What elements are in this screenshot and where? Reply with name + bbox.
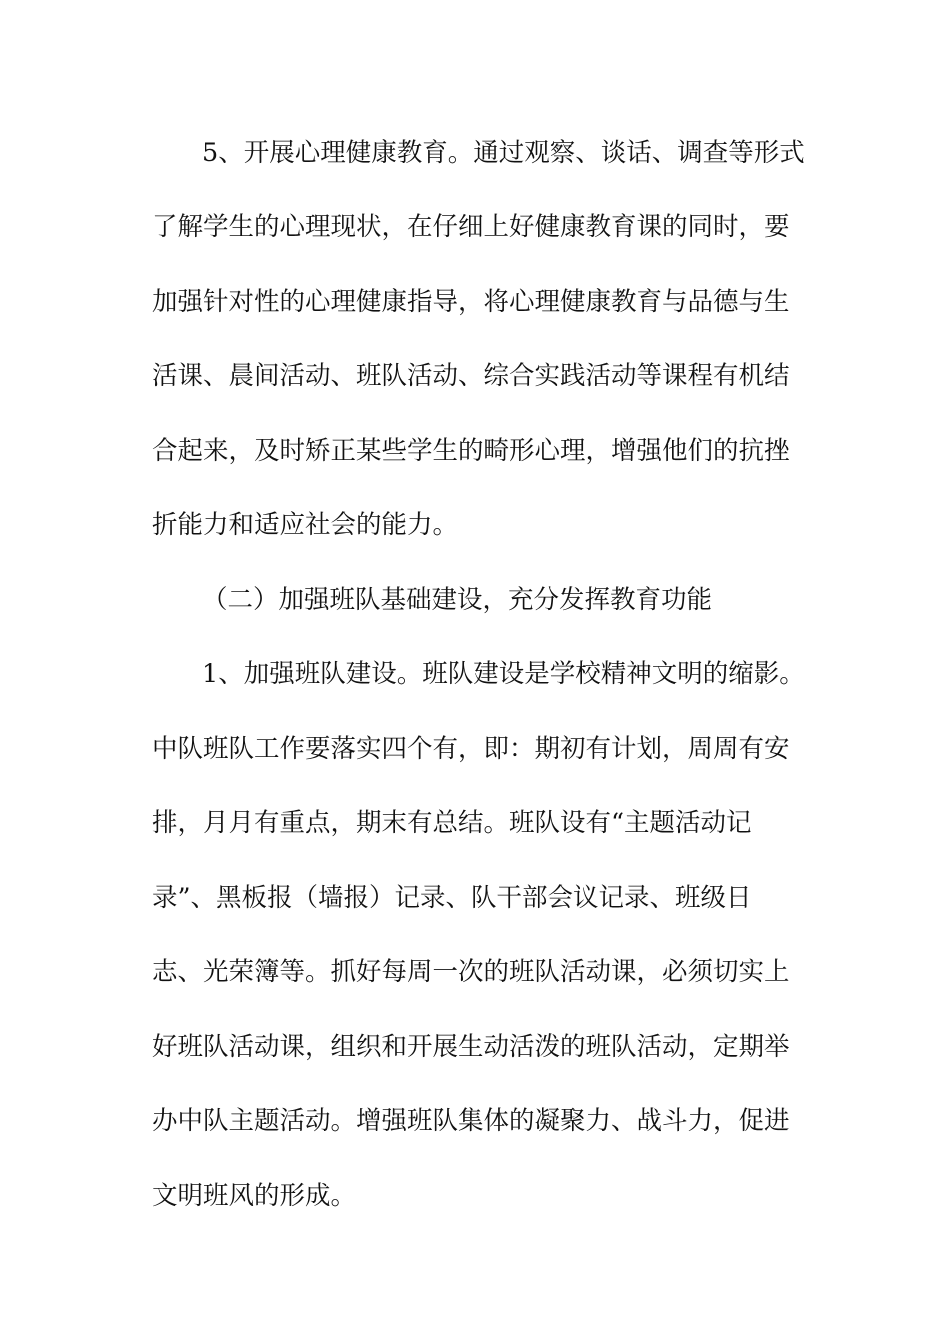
paragraph-1-line-5: 志、光荣簿等。抓好每周一次的班队活动课，必须切实上 (152, 957, 790, 987)
paragraph-1-line-7: 办中队主题活动。增强班队集体的凝聚力、战斗力，促进 (152, 1106, 790, 1136)
section-heading: （二）加强班队基础建设，充分发挥教育功能 (202, 585, 713, 615)
paragraph-1-line-6: 好班队活动课，组织和开展生动活泼的班队活动，定期举 (152, 1032, 790, 1062)
paragraph-5-line-3: 加强针对性的心理健康指导，将心理健康教育与品德与生 (152, 287, 790, 317)
paragraph-1-line-1: 1、加强班队建设。班队建设是学校精神文明的缩影。 (202, 659, 805, 689)
paragraph-1-line-8: 文明班风的形成。 (152, 1181, 357, 1211)
paragraph-5-line-4: 活课、晨间活动、班队活动、综合实践活动等课程有机结 (152, 361, 790, 391)
paragraph-5-line-5: 合起来，及时矫正某些学生的畸形心理，增强他们的抗挫 (152, 436, 790, 466)
paragraph-1-line-3: 排，月月有重点，期末有总结。班队设有“主题活动记 (152, 808, 752, 838)
paragraph-1-line-4: 录”、黑板报（墙报）记录、队干部会议记录、班级日 (152, 883, 752, 913)
paragraph-5-line-2: 了解学生的心理现状，在仔细上好健康教育课的同时，要 (152, 212, 790, 242)
paragraph-5-line-1: 5、开展心理健康教育。通过观察、谈话、调查等形式 (202, 138, 805, 168)
paragraph-5-line-6: 折能力和适应社会的能力。 (152, 510, 459, 540)
paragraph-1-line-2: 中队班队工作要落实四个有，即：期初有计划，周周有安 (152, 734, 790, 764)
